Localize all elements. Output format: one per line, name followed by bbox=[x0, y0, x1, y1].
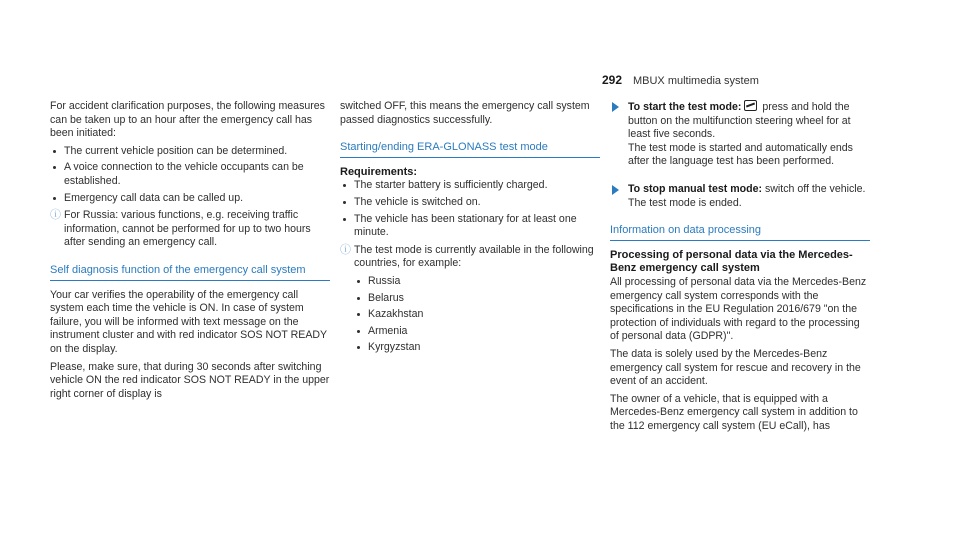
step-arrow-icon bbox=[612, 102, 619, 112]
measures-list bbox=[50, 145, 330, 205]
column-middle bbox=[340, 100, 600, 359]
step-label: To stop manual test mode: bbox=[628, 182, 762, 195]
column-left bbox=[50, 100, 330, 405]
list-item: The starter battery is sufficiently charged. bbox=[340, 179, 600, 193]
diagnosis-paragraph-2: Please, make sure, that during 30 seconds after switching vehicle ON the red indicator SOS NOT READY in the upper right corner of display is bbox=[50, 360, 330, 400]
list-item: The vehicle has been stationary for at least one minute. bbox=[340, 213, 600, 240]
data-processing-heading: Information on data processing bbox=[610, 224, 870, 241]
page-number: 292 bbox=[602, 73, 623, 87]
list-item: Armenia bbox=[354, 325, 600, 339]
page-header bbox=[602, 74, 759, 90]
continuation-paragraph: switched OFF, this means the emergency call system passed diagnostics successfully. bbox=[340, 100, 590, 126]
list-item: The current vehicle position can be determined. bbox=[50, 145, 330, 159]
note-text: The test mode is currently available in the following countries, for example: bbox=[354, 243, 594, 270]
info-icon: ⓘ bbox=[50, 209, 61, 222]
info-icon: ⓘ bbox=[340, 243, 351, 256]
processing-paragraph: All processing of personal data via the Mercedes-Benz emergency call system corresponds with the specifications in the EU Regulation 2016/679 "on the protection of individuals with regard to the processing of personal data (GDPR)". bbox=[610, 275, 867, 343]
list-item: Kyrgyzstan bbox=[354, 341, 600, 355]
start-test-step bbox=[610, 100, 870, 169]
countries-note bbox=[340, 244, 600, 271]
list-item: Belarus bbox=[354, 292, 600, 306]
note-text: For Russia: various functions, e.g. receiving traffic information, cannot be performed for up to two hours after sending an emergency call. bbox=[64, 209, 311, 249]
list-item: Russia bbox=[354, 275, 600, 289]
diagnosis-paragraph: Your car verifies the operability of the emergency call system each time the vehicle is ON. In case of system failure, you will be informed with text message on the instrument cluster and with red indicator SOS NOT READY on the display. bbox=[50, 288, 327, 355]
voice-button-icon bbox=[744, 100, 757, 111]
intro-paragraph: For accident clarification purposes, the following measures can be taken up to an hour after the emergency call has been initiated: bbox=[50, 100, 325, 140]
step-arrow-icon bbox=[612, 185, 619, 195]
processing-subheading: Processing of personal data via the Mercedes-Benz emergency call system bbox=[610, 248, 853, 275]
step-text: switch off the vehicle. bbox=[764, 182, 866, 195]
step-result: The test mode is ended. bbox=[628, 196, 742, 209]
countries-list bbox=[340, 275, 600, 355]
processing-paragraph-2: The data is solely used by the Mercedes-Benz emergency call system for rescue and recovery in the event of an accident. bbox=[610, 347, 861, 388]
step-label: To start the test mode: bbox=[628, 101, 742, 113]
self-diagnosis-heading: Self diagnosis function of the emergency call system bbox=[50, 264, 330, 281]
column-right bbox=[610, 100, 870, 437]
list-item: The vehicle is switched on. bbox=[340, 196, 600, 210]
list-item: Emergency call data can be called up. bbox=[50, 192, 330, 206]
requirements-heading: Requirements: bbox=[340, 165, 418, 178]
step-result: The test mode is started and automatically ends after the language test has been performed. bbox=[628, 141, 853, 168]
list-item: Kazakhstan bbox=[354, 308, 600, 322]
chapter-title: MBUX multimedia system bbox=[632, 75, 759, 87]
requirements-list bbox=[340, 179, 600, 239]
processing-paragraph-3: The owner of a vehicle, that is equipped with a Mercedes-Benz emergency call system in addition to the 112 emergency call system (EU eCall), has bbox=[610, 392, 858, 432]
stop-test-step bbox=[610, 183, 870, 210]
list-item: A voice connection to the vehicle occupants can be established. bbox=[50, 161, 330, 188]
test-mode-heading: Starting/ending ERA-GLONASS test mode bbox=[340, 141, 600, 158]
step-text: press and hold the button on the multifunction steering wheel for at least five seconds. bbox=[628, 101, 851, 141]
russia-note bbox=[50, 209, 330, 250]
